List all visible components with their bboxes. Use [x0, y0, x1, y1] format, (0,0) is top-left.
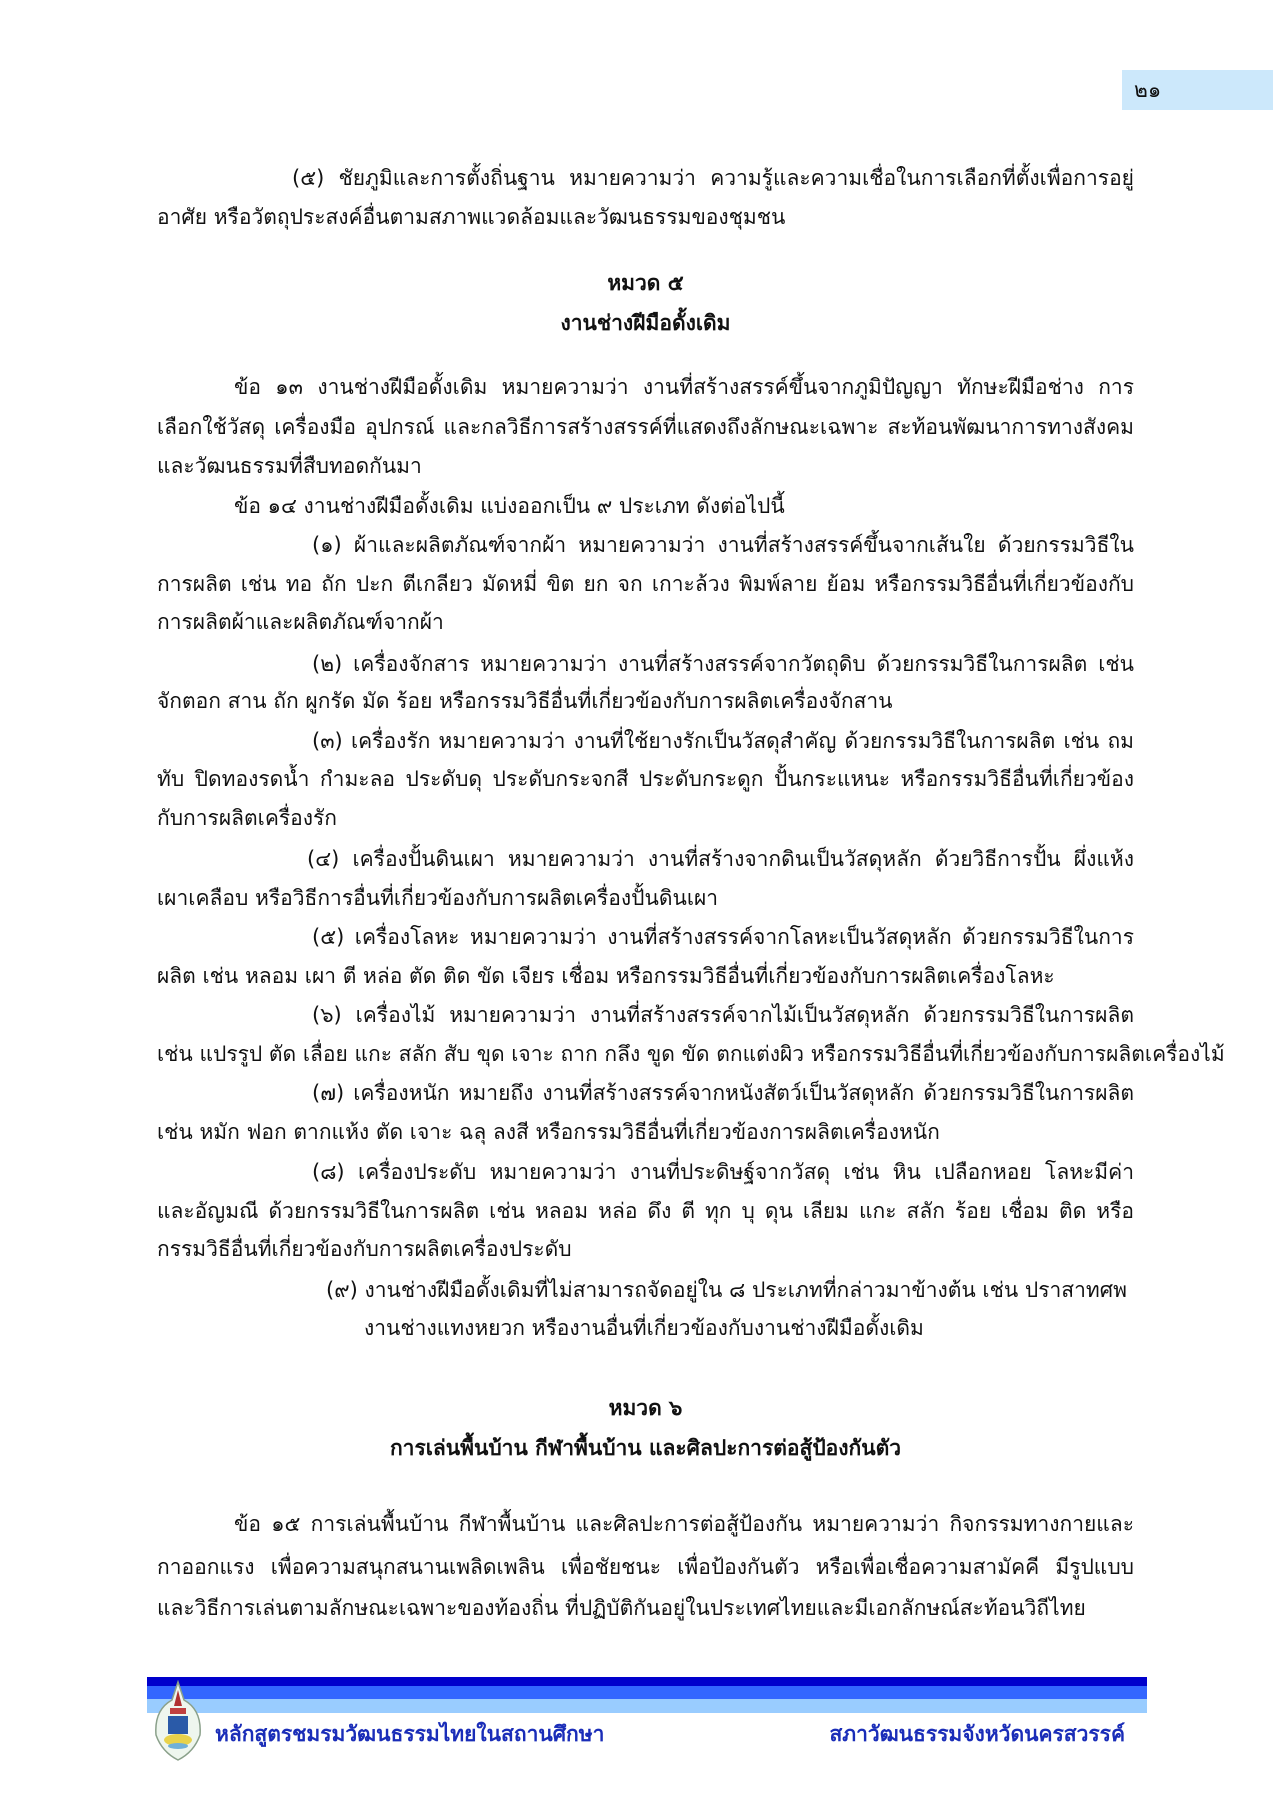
footer-bar-mid — [147, 1686, 1147, 1699]
paragraph-line: (๗) เครื่องหนัก หมายถึง งานที่สร้างสรรค์จากหนังสัตว์เป็นวัสดุหลัก ด้วยกรรมวิธีในการผลิต — [312, 1081, 1134, 1105]
paragraph-line: (๒) เครื่องจักสาร หมายความว่า งานที่สร้างสรรค์จากวัตถุดิบ ด้วยกรรมวิธีในการผลิต เช่น — [312, 652, 1134, 676]
intro-line: (๕) ชัยภูมิและการตั้งถิ่นฐาน หมายความว่า ความรู้และความเชื่อในการเลือกที่ตั้งเพื่อการอยู่ — [292, 166, 1134, 190]
paragraph-line: และอัญมณี ด้วยกรรมวิธีในการผลิต เช่น หลอม หล่อ ดึง ตี ทุก บุ ดุน เลียม แกะ สลัก ร้อย เชื่อม ติด หรือ — [157, 1199, 1134, 1223]
paragraph-line: เช่น แปรรูป ตัด เลื่อย แกะ สลัก สับ ขุด เจาะ ถาก กลึง ขูด ขัด ตกแต่งผิว หรือกรรมวิธีอื่นที่เกี่ยวข้องกับการผลิตเครื่องไม้ — [157, 1042, 1225, 1066]
paragraph-line: (๘) เครื่องประดับ หมายความว่า งานที่ประดิษฐ์จากวัสดุ เช่น หิน เปลือกหอย โลหะมีค่า — [312, 1160, 1134, 1184]
paragraph-line: เช่น หมัก ฟอก ตากแห้ง ตัด เจาะ ฉลุ ลงสี หรือกรรมวิธีอื่นที่เกี่ยวข้องการผลิตเครื่องหนัก — [157, 1120, 940, 1144]
paragraph-line: ข้อ ๑๔ งานช่างฝีมือดั้งเดิม แบ่งออกเป็น ๙ ประเภท ดังต่อไปนี้ — [234, 494, 785, 518]
paragraph-line: กาออกแรง เพื่อความสนุกสนานเพลิดเพลิน เพื่อชัยชนะ เพื่อป้องกันตัว หรือเพื่อเชื่อความสามัคคี มีรูปแบบ — [157, 1555, 1134, 1579]
section-heading: หมวด ๕ — [607, 271, 684, 295]
section-title: การเล่นพื้นบ้าน กีฬาพื้นบ้าน และศิลปะการต่อสู้ป้องกันตัว — [389, 1436, 902, 1460]
intro-line: อาศัย หรือวัตถุประสงค์อื่นตามสภาพแวดล้อมและวัฒนธรรมของชุมชน — [157, 205, 786, 229]
paragraph-line: เลือกใช้วัสดุ เครื่องมือ อุปกรณ์ และกลวิธีการสร้างสรรค์ที่แสดงถึงลักษณะเฉพาะ สะท้อนพัฒนาการทางสังคม — [157, 415, 1134, 439]
footer-bar-dark — [147, 1677, 1147, 1686]
paragraph-line: และวิธีการเล่นตามลักษณะเฉพาะของท้องถิ่น ที่ปฏิบัติกันอยู่ในประเทศไทยและมีเอกลักษณ์สะท้อนวิถีไทย — [157, 1596, 1086, 1620]
footer-bar-light — [147, 1699, 1147, 1713]
page-number: ๒๑ — [1122, 70, 1273, 110]
paragraph-line: การผลิต เช่น ทอ ถัก ปะก ตีเกลียว มัดหมี่ ขิต ยก จก เกาะล้วง พิมพ์ลาย ย้อม หรือกรรมวิธีอื่นที่เกี่ยวข้องกับ — [157, 572, 1134, 596]
paragraph-line: เผาเคลือบ หรือวิธีการอื่นที่เกี่ยวข้องกับการผลิตเครื่องปั้นดินเผา — [157, 886, 719, 910]
paragraph-line: และวัฒนธรรมที่สืบทอดกันมา — [157, 454, 422, 478]
paragraph-line: (๖) เครื่องไม้ หมายความว่า งานที่สร้างสรรค์จากไม้เป็นวัสดุหลัก ด้วยกรรมวิธีในการผลิต — [312, 1003, 1134, 1027]
paragraph-line: ข้อ ๑๓ งานช่างฝีมือดั้งเดิม หมายความว่า งานที่สร้างสรรค์ขึ้นจากภูมิปัญญา ทักษะฝีมือช่าง การ — [234, 375, 1134, 399]
paragraph-line: กับการผลิตเครื่องรัก — [157, 806, 338, 830]
paragraph-line: (๕) เครื่องโลหะ หมายความว่า งานที่สร้างสรรค์จากโลหะเป็นวัสดุหลัก ด้วยกรรมวิธีในการ — [312, 925, 1134, 949]
paragraph-line: กรรมวิธีอื่นที่เกี่ยวข้องกับการผลิตเครื่องประดับ — [157, 1237, 572, 1261]
section-heading: หมวด ๖ — [608, 1396, 683, 1420]
paragraph-line: ผลิต เช่น หลอม เผา ตี หล่อ ตัด ติด ขัด เจียร เชื่อม หรือกรรมวิธีอื่นที่เกี่ยวข้องกับการผลิตเครื่องโลหะ — [157, 964, 1055, 988]
paragraph-line: การผลิตผ้าและผลิตภัณฑ์จากผ้า — [157, 610, 444, 634]
paragraph-line: จักตอก สาน ถัก ผูกรัด มัด ร้อย หรือกรรมวิธีอื่นที่เกี่ยวข้องกับการผลิตเครื่องจักสาน — [157, 689, 893, 713]
paragraph-line: งานช่างแทงหยวก หรืองานอื่นที่เกี่ยวข้องกับงานช่างฝีมือดั้งเดิม — [364, 1316, 924, 1340]
footer-course-title: หลักสูตรชมรมวัฒนธรรมไทยในสถานศึกษา — [215, 1722, 605, 1746]
paragraph-line: ข้อ ๑๕ การเล่นพื้นบ้าน กีฬาพื้นบ้าน และศิลปะการต่อสู้ป้องกัน หมายความว่า กิจกรรมทางกายและ — [234, 1512, 1134, 1536]
emblem-logo-icon — [150, 1680, 206, 1762]
paragraph-line: (๑) ผ้าและผลิตภัณฑ์จากผ้า หมายความว่า งานที่สร้างสรรค์ขึ้นจากเส้นใย ด้วยกรรมวิธีใน — [312, 533, 1134, 557]
footer-organization: สภาวัฒนธรรมจังหวัดนครสวรรค์ — [829, 1722, 1125, 1746]
section-title: งานช่างฝีมือดั้งเดิม — [560, 311, 731, 335]
paragraph-line: (๓) เครื่องรัก หมายความว่า งานที่ใช้ยางรักเป็นวัสดุสำคัญ ด้วยกรรมวิธีในการผลิต เช่น ถม — [312, 729, 1134, 753]
paragraph-line: (๙) งานช่างฝีมือดั้งเดิมที่ไม่สามารถจัดอยู่ใน ๘ ประเภทที่กล่าวมาข้างต้น เช่น ปราสาทศพ — [326, 1278, 1127, 1302]
paragraph-line: (๔) เครื่องปั้นดินเผา หมายความว่า งานที่สร้างจากดินเป็นวัสดุหลัก ด้วยวิธีการปั้น ผึ่งแห้ง — [307, 847, 1134, 871]
paragraph-line: ทับ ปิดทองรดน้ำ กำมะลอ ประดับดุ ประดับกระจกสี ประดับกระดูก ปั้นกระแหนะ หรือกรรมวิธีอื่นที่เกี่ยวข้อง — [157, 767, 1134, 791]
